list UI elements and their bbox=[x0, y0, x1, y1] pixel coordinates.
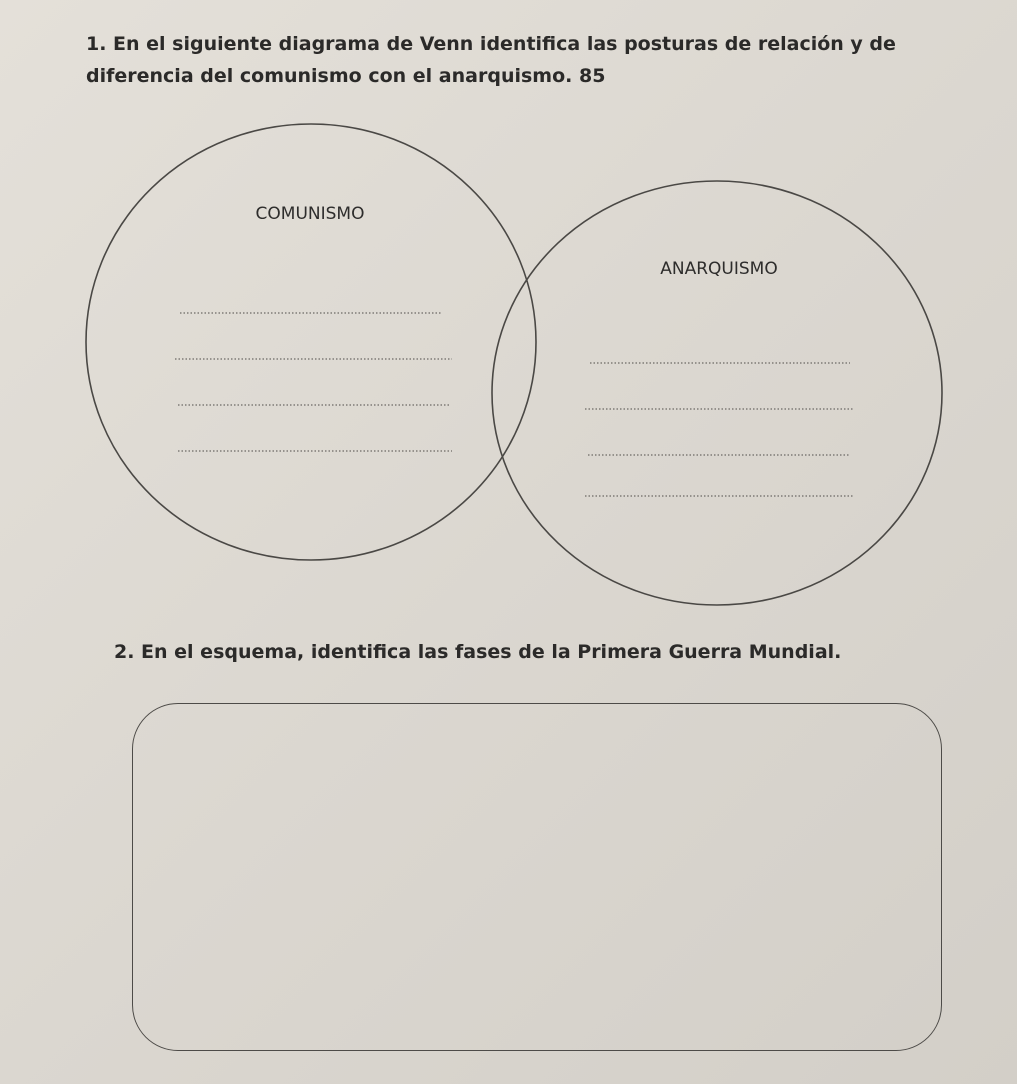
question-1-text: 1. En el siguiente diagrama de Venn identifica las posturas de relación y de diferencia del comunismo con el anarquismo. 85 bbox=[86, 33, 896, 87]
venn-circle-anarquismo bbox=[492, 181, 942, 605]
answer-box-phases bbox=[132, 703, 942, 1051]
venn-label-anarquismo: ANARQUISMO bbox=[660, 259, 778, 279]
venn-label-comunismo: COMUNISMO bbox=[255, 204, 365, 224]
venn-circle-comunismo bbox=[86, 124, 536, 560]
question-2-text: 2. En el esquema, identifica las fases de la Primera Guerra Mundial. bbox=[114, 641, 842, 663]
